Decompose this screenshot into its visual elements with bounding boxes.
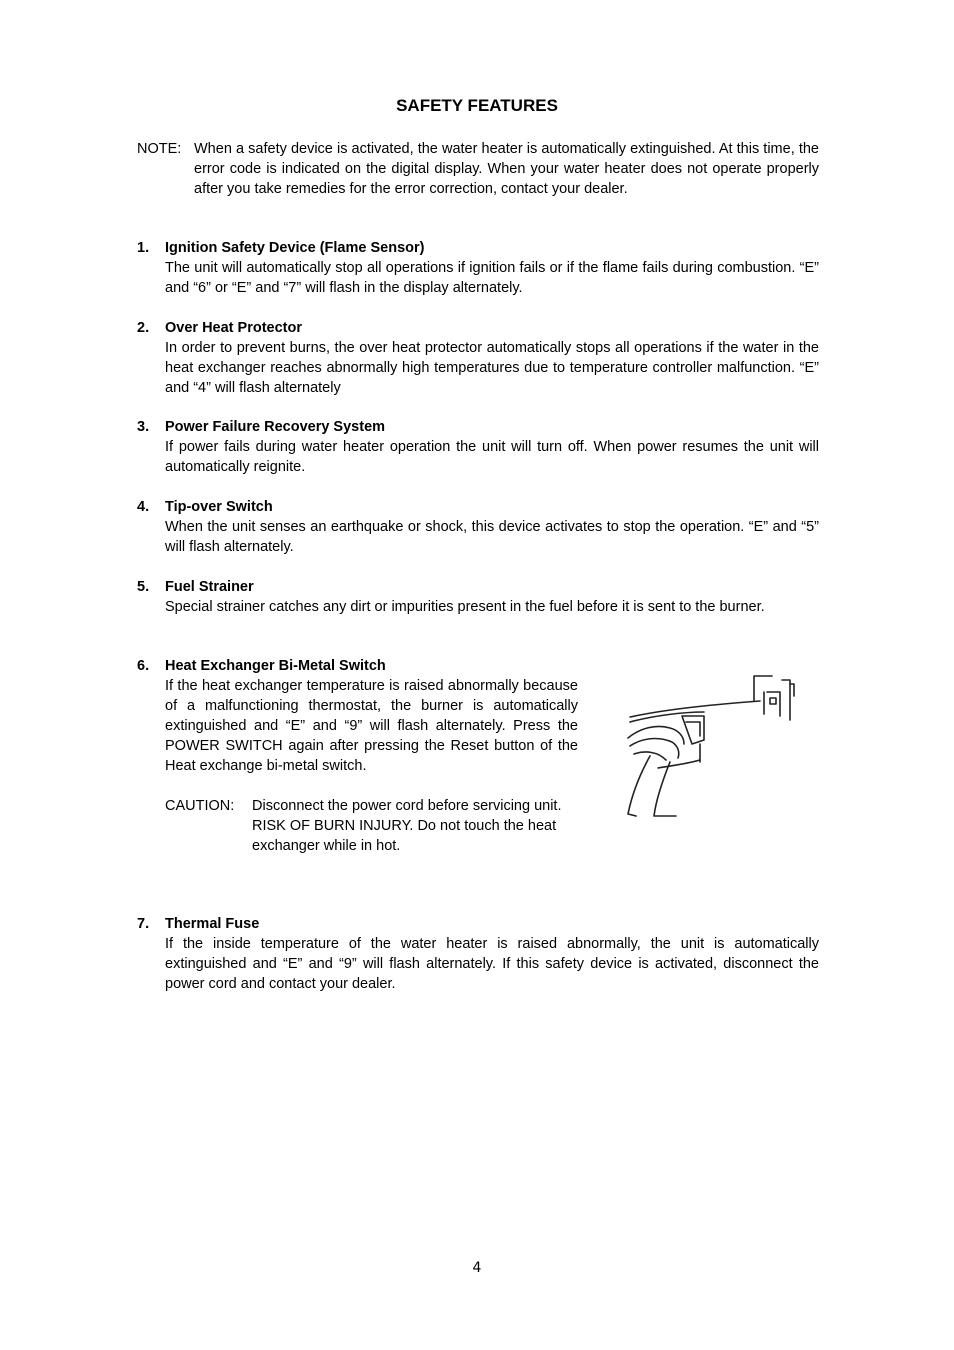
caution-label: CAUTION: [165,798,235,814]
section-heading: Thermal Fuse [165,916,260,932]
section-number: 1. [137,240,150,256]
section-heading: Fuel Strainer [165,579,254,595]
caution-block [165,796,578,856]
caution-line-power-cord: Disconnect the power cord before servicing unit. [252,798,562,814]
section-number: 3. [137,419,150,435]
section-heading: Over Heat Protector [165,320,302,336]
section-text: Special strainer catches any dirt or impurities present in the fuel before it is sent to the burner. [165,599,765,615]
section-number: 7. [137,916,150,932]
section-text: If the inside temperature of the water heater is raised abnormally, the unit is automatically extinguished and “E” and “9” will flash alternately. If this safety device is activated, disconnect the power cord and contact your dealer. [165,936,819,992]
section-number: 2. [137,320,150,336]
section-number: 5. [137,579,150,595]
section-over-heat-protector [137,318,819,398]
section-heading: Power Failure Recovery System [165,419,386,435]
section-heading: Tip-over Switch [165,499,273,515]
section-text: When the unit senses an earthquake or shock, this device activates to stop the operation. “E” and “5” will flash alternately. [165,519,819,555]
section-number: 6. [137,658,150,674]
reset-button-illustration [612,670,822,830]
section-fuel-strainer [137,577,819,617]
note-label: NOTE: [137,141,182,157]
note-block [137,139,819,199]
section-text: If power fails during water heater operation the unit will turn off. When power resumes the unit will automatically reignite. [165,439,819,475]
section-text: In order to prevent burns, the over heat protector automatically stops all operations if the water in the heat exchanger reaches abnormally high temperatures due to temperature controller malfunction. “E” and “4” will flash alternately [165,340,819,396]
section-heading: Ignition Safety Device (Flame Sensor) [165,240,425,256]
caution-line-burn-injury: RISK OF BURN INJURY. Do not touch the heat exchanger while in hot. [252,818,557,854]
section-power-failure [137,417,819,477]
section-heading: Heat Exchanger Bi-Metal Switch [165,658,386,674]
section-text: The unit will automatically stop all operations if ignition fails or if the flame fails during combustion. “E” and “6” or “E” and “7” will flash in the display alternately. [165,260,819,296]
section-text: If the heat exchanger temperature is raised abnormally because of a malfunctioning thermostat, the burner is automatically extinguished and “E” and “9” will flash alternately. Press the POWER SWITCH again after pressing the Reset button of the Heat exchange bi-metal switch. [165,678,578,774]
section-ignition-safety [137,238,819,298]
section-number: 4. [137,499,150,515]
page-title: SAFETY FEATURES [396,96,558,115]
section-thermal-fuse [137,914,819,994]
note-text: When a safety device is activated, the water heater is automatically extinguished. At this time, the error code is indicated on the digital display. When your water heater does not operate properly after you take remedies for the error correction, contact your dealer. [194,141,819,197]
page-number: 4 [472,1260,482,1276]
section-tip-over-switch [137,497,819,557]
